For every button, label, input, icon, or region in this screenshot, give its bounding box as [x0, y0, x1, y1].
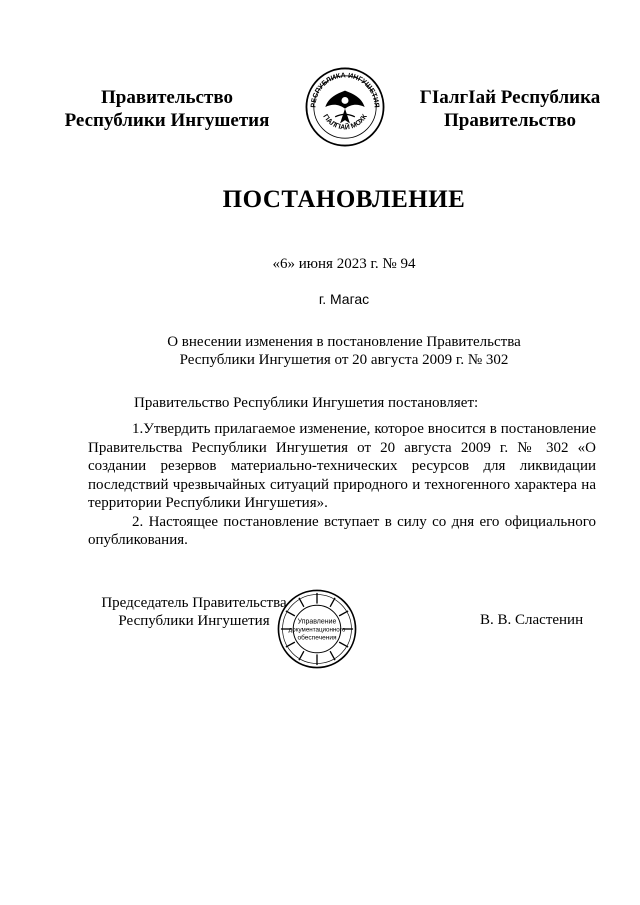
stamp-line1: Управление [297, 618, 337, 626]
header-left-line1: Правительство [101, 87, 233, 108]
coat-of-arms-emblem [304, 66, 386, 148]
document-body [88, 420, 596, 550]
subject-line1: О внесении изменения в постановление Правительства [167, 334, 521, 350]
header-right-line1: ГӀалгӀай Республика [419, 87, 601, 108]
header-right-line2: Правительство [444, 110, 576, 131]
stamp-line3: обеспечения [297, 634, 337, 642]
emblem-eagle-icon [325, 91, 364, 124]
header-left-title [52, 86, 282, 132]
header-left-line2: Республики Ингушетия [64, 110, 270, 131]
paragraph-1: 1.Утвердить прилагаемое изменение, которое вносится в постановление Правительства Республики Ингушетия от 20 августа 2009 г. № 302 «О создании резервов материально-технических ресурсов для ликвидации последствий чрезвычайных ситуаций природного и техногенного характера на территории Республики Ингушетия». [88, 421, 596, 511]
signer-position [96, 594, 292, 630]
document-title: ПОСТАНОВЛЕНИЕ [222, 186, 466, 213]
paragraph-2: 2. Настоящее постановление вступает в силу со дня его официального опубликования. [88, 513, 596, 548]
signer-position-line1: Председатель Правительства [101, 595, 287, 611]
emblem-top-text: РЕСПУБЛИКА ИНГУШЕТИЯ [310, 72, 380, 108]
document-subject [0, 333, 640, 369]
stamp-line2: документационного [288, 626, 346, 634]
subject-line2: Республики Ингушетия от 20 августа 2009 г. № 302 [179, 352, 509, 368]
official-stamp [276, 588, 358, 670]
document-city: г. Магас [318, 291, 370, 307]
signer-position-line2: Республики Ингушетия [118, 613, 270, 629]
header-right-title [410, 86, 610, 132]
emblem-bottom-text: ГӀАЛГӀАЙ МОХК [321, 113, 369, 132]
signer-name: В. В. Сластенин [480, 612, 584, 628]
document-date-number: «6» июня 2023 г. № 94 [272, 256, 416, 272]
decree-statement: Правительство Республики Ингушетия постановляет: [134, 395, 479, 411]
